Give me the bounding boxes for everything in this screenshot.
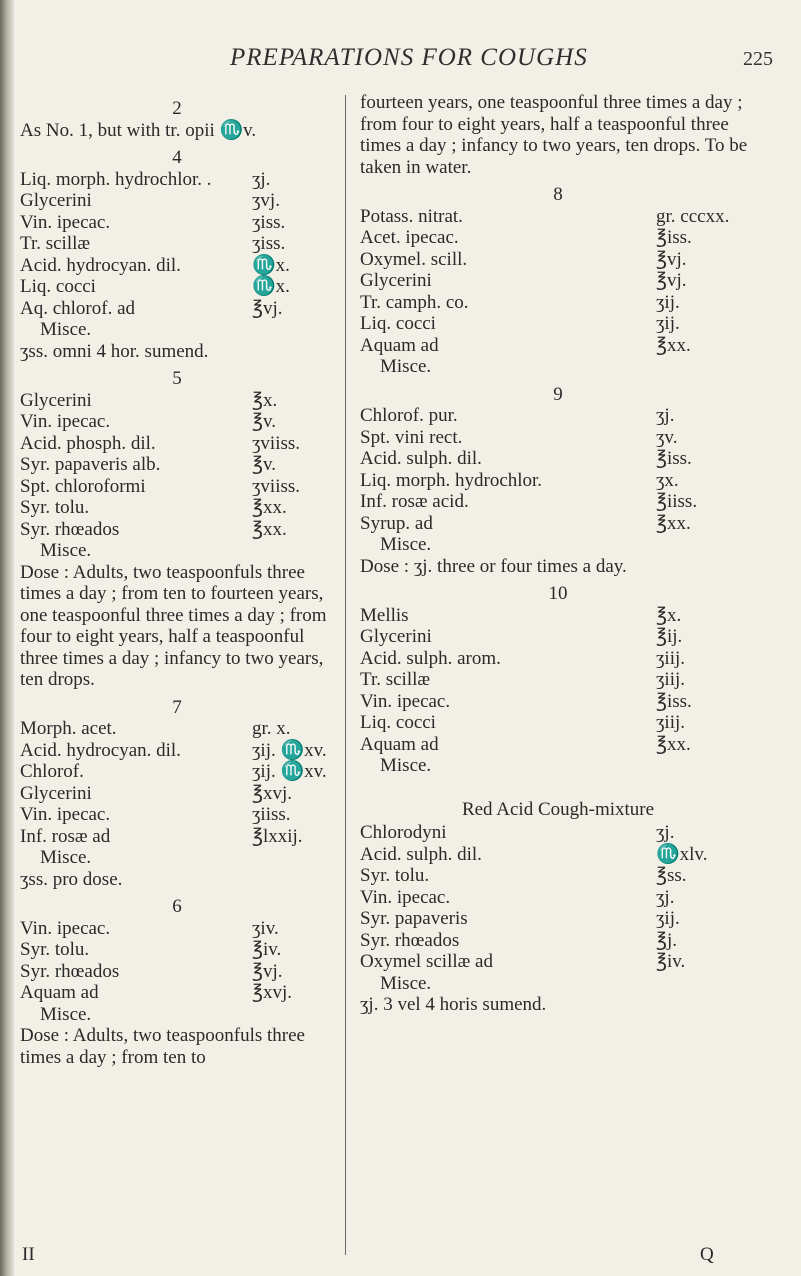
ingredient-row [20, 233, 334, 255]
ingredient-row [360, 427, 756, 449]
ingredient-row [20, 783, 334, 805]
signature-mark: II [22, 1244, 35, 1265]
signature-mark: Q [700, 1244, 714, 1265]
ingredient-row [20, 804, 334, 826]
ingredient-name: Syr. rhœados [20, 960, 120, 982]
ingredient-quantity: ʒiv. [252, 917, 279, 939]
ingredient-quantity: ʒviiss. [252, 475, 301, 497]
ingredient-name: Acid. sulph. dil. [360, 843, 482, 865]
ingredient-row [360, 691, 756, 713]
ingredient-quantity: ʒj. [656, 822, 675, 843]
ingredient-quantity: ʒiij. [656, 669, 686, 690]
ingredient-row [360, 249, 756, 271]
ingredient-quantity: ℥xx. [252, 518, 287, 540]
ingredient-row [360, 712, 756, 734]
recipe-number: 4 [172, 147, 182, 168]
misce-label: Misce. [380, 972, 432, 994]
ingredient-name: Tr. scillæ [360, 669, 431, 690]
recipe-number: 7 [172, 696, 182, 718]
ingredient-row [360, 227, 756, 249]
ingredient-row [20, 390, 334, 412]
ingredient-row [20, 276, 334, 298]
ingredient-quantity: ʒviiss. [252, 432, 301, 454]
ingredient-quantity: ℥ss. [656, 865, 687, 886]
column-divider [345, 95, 346, 1255]
continued-dose-text: fourteen years, one teaspoonful three times a day ; from four to eight years, half a teaspoonful three times a day ; infancy to two years, ten drops. To be taken in water. [360, 92, 748, 178]
ingredient-quantity: ʒj. [656, 886, 675, 908]
ingredient-quantity: ℥vj. [252, 960, 283, 982]
ingredient-name: Vin. ipecac. [20, 804, 111, 825]
ingredient-row [20, 961, 334, 983]
misce-label: Misce. [380, 356, 432, 377]
ingredient-name: Liq. cocci [360, 313, 436, 334]
ingredient-row [360, 335, 756, 357]
ingredient-quantity: ♏xlv. [656, 843, 708, 865]
ingredient-row [20, 212, 334, 234]
ingredient-row [20, 519, 334, 541]
ingredient-name: Aquam ad [360, 733, 439, 755]
ingredient-name: Spt. chloroformi [20, 475, 146, 497]
ingredient-quantity: ℥v. [252, 454, 276, 475]
ingredient-row [20, 476, 334, 498]
ingredient-row [360, 491, 756, 513]
red-acid-dose: ʒj. 3 vel 4 horis sumend. [360, 994, 547, 1015]
recipe-4-ingredients [20, 169, 334, 320]
ingredient-name: Syrup. ad [360, 512, 433, 534]
ingredient-name: Vin. ipecac. [20, 917, 111, 939]
ingredient-quantity: ℥vj. [252, 297, 283, 319]
ingredient-name: Acid. hydrocyan. dil. [20, 254, 181, 276]
ingredient-quantity: ℥j. [656, 929, 678, 951]
ingredient-row [360, 930, 756, 952]
ingredient-quantity: ʒiss. [252, 233, 286, 254]
ingredient-name: Tr. camph. co. [360, 291, 469, 313]
ingredient-row [360, 605, 756, 627]
ingredient-name: Glycerini [20, 782, 92, 804]
ingredient-quantity: ℥x. [656, 604, 682, 626]
ingredient-row [20, 255, 334, 277]
recipe-5-dose: Dose : Adults, two teaspoonfuls three times a day ; from ten to fourteen years, one teaspoonful three times a day ; from four to eight years, half a teaspoonful three times a day ; infancy to two years, ten drops. [20, 561, 327, 690]
ingredient-row [20, 740, 334, 762]
ingredient-name: Tr. scillæ [20, 233, 91, 254]
ingredient-name: Syr. rhœados [20, 518, 120, 540]
ingredient-name: Chlorodyni [360, 822, 447, 843]
ingredient-name: Morph. acet. [20, 718, 117, 739]
page-number: 225 [743, 48, 773, 70]
ingredient-row [360, 908, 756, 930]
recipe-6-ingredients [20, 918, 334, 1004]
ingredient-quantity: ℥xx. [656, 334, 691, 356]
ingredient-quantity: ℥xx. [656, 512, 691, 534]
page-header [0, 44, 801, 84]
ingredient-row [360, 292, 756, 314]
ingredient-row [20, 454, 334, 476]
ingredient-quantity: ʒx. [656, 469, 679, 491]
recipe-number: 5 [172, 368, 182, 389]
ingredient-quantity: ℥iss. [656, 227, 692, 248]
ingredient-row [360, 206, 756, 228]
ingredient-row [20, 918, 334, 940]
ingredient-name: Oxymel. scill. [360, 248, 468, 270]
ingredient-name: Acid. sulph. dil. [360, 448, 482, 469]
ingredient-quantity: ℥lxxij. [252, 825, 303, 847]
ingredient-row [20, 718, 334, 740]
ingredient-name: Syr. papaveris alb. [20, 454, 161, 475]
ingredient-name: Mellis [360, 604, 409, 626]
ingredient-quantity: ℥iv. [252, 939, 282, 960]
ingredient-name: Vin. ipecac. [20, 411, 111, 432]
ingredient-quantity: ʒj. [252, 168, 271, 190]
ingredient-name: Oxymel scillæ ad [360, 951, 493, 972]
ingredient-quantity: ʒj. [656, 405, 675, 426]
ingredient-quantity: ℥vj. [656, 270, 687, 291]
ingredient-row [360, 270, 756, 292]
ingredient-row [360, 865, 756, 887]
ingredient-name: Acid. sulph. arom. [360, 647, 501, 669]
ingredient-name: Glycerini [20, 190, 92, 211]
ingredient-quantity: ʒiiss. [252, 804, 291, 825]
ingredient-name: Chlorof. [20, 761, 84, 782]
ingredient-name: Vin. ipecac. [360, 690, 451, 712]
ingredient-row [360, 313, 756, 335]
ingredient-row [360, 887, 756, 909]
ingredient-name: Syr. tolu. [20, 497, 90, 518]
ingredient-name: Acid. hydrocyan. dil. [20, 739, 181, 761]
ingredient-quantity: ℥iss. [656, 448, 692, 469]
misce-label: Misce. [380, 534, 432, 555]
recipe-5-ingredients [20, 390, 334, 541]
ingredient-quantity: ℥xvj. [252, 982, 293, 1003]
ingredient-name: Vin. ipecac. [20, 211, 111, 233]
ingredient-row [360, 669, 756, 691]
ingredient-row [20, 433, 334, 455]
ingredient-row [360, 844, 756, 866]
ingredient-quantity: ℥iiss. [656, 491, 698, 512]
misce-label: Misce. [40, 1003, 92, 1025]
ingredient-row [360, 470, 756, 492]
ingredient-name: Potass. nitrat. [360, 205, 463, 227]
ingredient-quantity: ʒiij. [656, 712, 686, 733]
ingredient-quantity: ʒij. [656, 908, 680, 929]
ingredient-name: Liq. cocci [20, 276, 96, 297]
ingredient-quantity: ʒiij. [656, 647, 686, 669]
ingredient-quantity: ʒv. [656, 426, 678, 448]
ingredient-name: Inf. rosæ acid. [360, 491, 469, 512]
ingredient-row [20, 190, 334, 212]
ingredient-row [20, 298, 334, 320]
ingredient-row [360, 405, 756, 427]
ingredient-quantity: ʒvj. [252, 190, 280, 211]
ingredient-name: Syr. papaveris [360, 908, 468, 929]
ingredient-name: Liq. morph. hydrochlor. . [20, 168, 212, 190]
red-acid-ingredients [360, 822, 756, 973]
recipe-9-dose: Dose : ʒj. three or four times a day. [360, 555, 627, 577]
ingredient-name: Acet. ipecac. [360, 227, 459, 248]
recipe-9-ingredients [360, 405, 756, 534]
ingredient-quantity: gr. cccxx. [656, 205, 730, 227]
ingredient-quantity: ʒij. ♏xv. [252, 761, 327, 782]
ingredient-name: Aquam ad [20, 982, 99, 1003]
recipe-number: 9 [553, 383, 563, 405]
book-spine-shadow [0, 0, 14, 1276]
ingredient-row [20, 982, 334, 1004]
ingredient-name: Acid. phosph. dil. [20, 432, 156, 454]
misce-label: Misce. [40, 847, 92, 868]
ingredient-row [20, 761, 334, 783]
left-column [20, 92, 334, 1068]
ingredient-row [360, 626, 756, 648]
ingredient-quantity: ℥x. [252, 389, 278, 411]
recipe-number: 10 [548, 583, 568, 604]
ingredient-row [20, 411, 334, 433]
ingredient-name: Syr. tolu. [360, 865, 430, 886]
ingredient-quantity: ℥vj. [656, 248, 687, 270]
misce-label: Misce. [40, 540, 92, 561]
ingredient-quantity: ℥iv. [656, 951, 686, 972]
ingredient-quantity: ♏x. [252, 276, 290, 297]
ingredient-row [360, 648, 756, 670]
misce-label: Misce. [380, 755, 432, 776]
ingredient-row [360, 951, 756, 973]
ingredient-quantity: ʒij. [656, 291, 680, 313]
running-head: PREPARATIONS FOR COUGHS [230, 44, 588, 71]
ingredient-quantity: ℥xvj. [252, 782, 293, 804]
ingredient-row [20, 497, 334, 519]
recipe-8-ingredients [360, 206, 756, 357]
recipe-4-dose: ʒss. omni 4 hor. sumend. [20, 340, 209, 362]
ingredient-name: Liq. cocci [360, 712, 436, 733]
ingredient-quantity: ʒij. [656, 313, 680, 334]
ingredient-name: Liq. morph. hydrochlor. [360, 469, 543, 491]
recipe-2-text: As No. 1, but with tr. opii ♏v. [20, 119, 257, 141]
ingredient-name: Inf. rosæ ad [20, 825, 111, 847]
right-column [360, 92, 756, 1016]
misce-label: Misce. [40, 319, 92, 340]
ingredient-quantity: ℥ij. [656, 626, 683, 647]
ingredient-row [20, 826, 334, 848]
ingredient-quantity: ℥xx. [252, 497, 287, 518]
ingredient-name: Aq. chlorof. ad [20, 297, 136, 319]
ingredient-name: Glycerini [360, 626, 432, 647]
recipe-number: 8 [553, 184, 563, 205]
ingredient-name: Syr. tolu. [20, 939, 90, 960]
ingredient-name: Syr. rhœados [360, 929, 460, 951]
ingredient-name: Vin. ipecac. [360, 886, 451, 908]
ingredient-quantity: ʒiss. [252, 211, 286, 233]
recipe-7-dose: ʒss. pro dose. [20, 868, 123, 890]
recipe-6-dose: Dose : Adults, two teaspoonfuls three times a day ; from ten to [20, 1025, 305, 1068]
ingredient-row [360, 513, 756, 535]
ingredient-quantity: ℥xx. [656, 733, 691, 755]
ingredient-quantity: ♏x. [252, 254, 290, 276]
ingredient-row [20, 169, 334, 191]
ingredient-quantity: ʒij. ♏xv. [252, 739, 327, 761]
ingredient-quantity: ℥iss. [656, 690, 692, 712]
ingredient-row [360, 822, 756, 844]
red-acid-heading: Red Acid Cough-mixture [461, 798, 655, 820]
ingredient-name: Aquam ad [360, 334, 439, 356]
ingredient-name: Glycerini [20, 389, 92, 411]
ingredient-row [360, 734, 756, 756]
ingredient-quantity: ℥v. [252, 411, 276, 432]
recipe-number: 2 [172, 98, 182, 119]
ingredient-name: Glycerini [360, 270, 432, 291]
ingredient-row [20, 939, 334, 961]
recipe-number: 6 [172, 896, 182, 917]
ingredient-name: Chlorof. pur. [360, 405, 458, 426]
ingredient-name: Spt. vini rect. [360, 426, 463, 448]
ingredient-row [360, 448, 756, 470]
recipe-7-ingredients [20, 718, 334, 847]
recipe-10-ingredients [360, 605, 756, 756]
ingredient-quantity: gr. x. [252, 718, 291, 739]
